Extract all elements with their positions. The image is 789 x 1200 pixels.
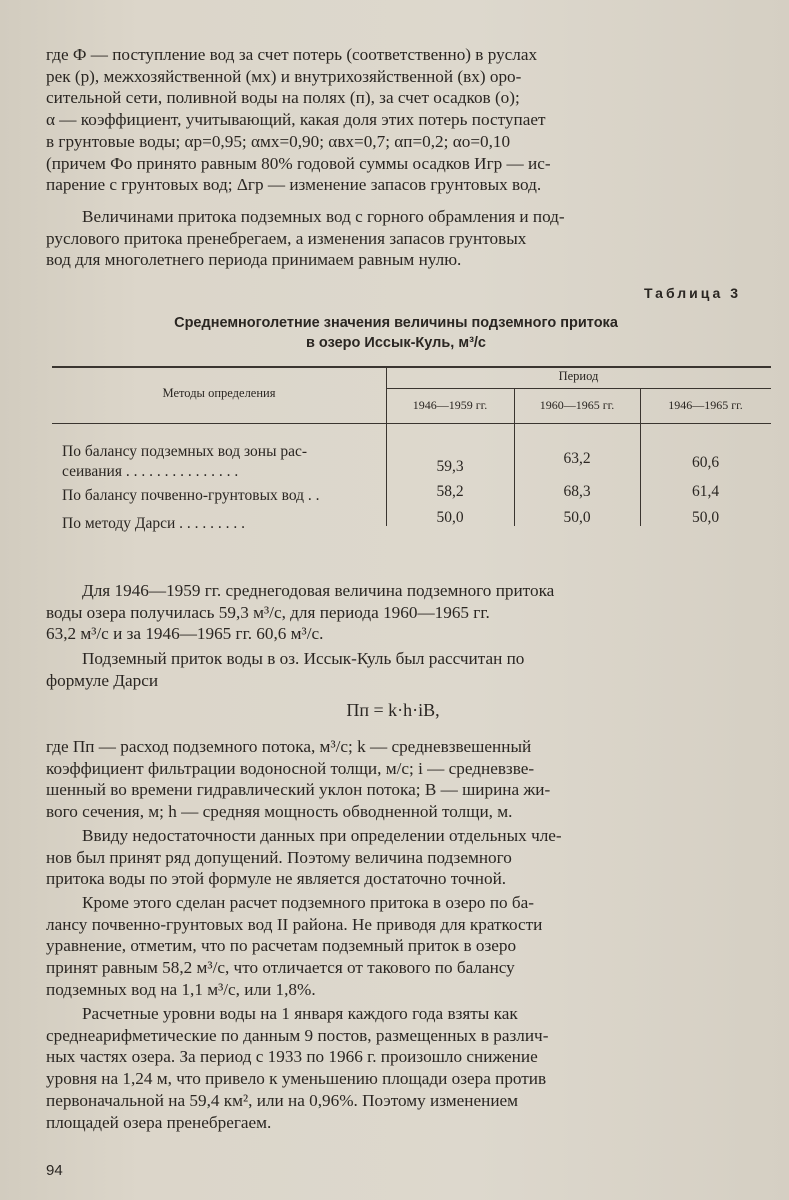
text-line: ных частях озера. За период с 1933 по 1966 г. произошло снижение [46,1047,538,1067]
cell-value: 50,0 [691,509,720,526]
cell-value: 50,0 [563,509,591,526]
paragraph-p3 [46,736,740,823]
text-line: где Ф — поступление вод за счет потерь (соответственно) в руслах [46,45,538,64]
table-rule-sub [386,388,771,389]
paragraph-p1 [46,580,740,645]
paragraph-p4 [46,825,740,890]
text-line: подземных вод на 1,1 м³/с, или 1,8%. [46,979,316,999]
text-line: принят равным 58,2 м³/с, что отличается от такового по балансу [46,958,515,978]
text-line: вого сечения, м; h — средняя мощность обводненной толщи, м. [46,802,513,822]
header-col-1946-1965: 1946—1965 гг. [668,398,743,412]
table-title [46,313,746,353]
cell-value: 68,3 [563,483,591,500]
cell-value: 50,0 [436,509,464,526]
text-line: воды озера получилась 59,3 м³/с, для периода 1960—1965 гг. [46,602,490,622]
text-line: (причем Фо принято равным 80% годовой суммы осадков Игр — ис- [46,153,551,173]
text-line: Подземный приток воды в оз. Иссык-Куль был рассчитан по [82,649,525,668]
text-line: руслового притока пренебрегаем, а изменения запасов грунтовых [46,228,527,248]
table-title-line: в озеро Иссык-Куль, м³/с [305,335,486,351]
table-rule-header [52,423,771,424]
text-line: Ввиду недостаточности данных при определении отдельных чле- [82,826,562,845]
row-method [62,442,402,482]
row-method-line: сеивания . . . . . . . . . . . . . . . [62,463,239,480]
text-line: рек (р), межхозяйственной (мх) и внутрихозяйственной (вх) оро- [46,66,522,86]
cell-value: 58,2 [436,483,464,500]
paragraph-p5 [46,892,740,1001]
text-line: шенный во времени гидравлический уклон потока; B — ширина жи- [46,780,551,800]
header-period: Период [558,369,599,383]
page-number: 94 [46,1162,63,1179]
table-number: Таблица 3 [643,285,741,301]
row-method: По методу Дарси . . . . . . . . . [62,515,246,532]
text-line: сительной сети, поливной воды на полях (п), за счет осадков (о); [46,88,520,108]
paragraph-p2 [46,648,740,691]
header-methods: Методы определения [162,386,276,400]
header-col-1960-1965: 1960—1965 гг. [539,398,615,412]
text-line: притока воды по этой формуле не является достаточно точной. [46,869,507,889]
text-line: Величинами притока подземных вод с горного обрамления и под- [82,207,565,226]
cell-value: 61,4 [691,483,720,500]
text-line: Для 1946—1959 гг. среднегодовая величина подземного притока [82,581,555,600]
text-line: парение с грунтовых вод; Δгр — изменение запасов грунтовых вод. [46,175,542,195]
paragraph-2 [46,206,740,271]
text-line: в грунтовые воды; αр=0,95; αмх=0,90; αвх=0,7; αп=0,2; αо=0,10 [46,131,511,151]
table-rule-top [52,366,771,368]
text-line: α — коэффициент, учитывающий, какая доля этих потерь поступает [46,110,546,130]
text-line: Кроме этого сделан расчет подземного притока в озеро по ба- [82,893,535,912]
text-line: лансу почвенно-грунтовых вод II района. Не приводя для краткости [46,914,543,934]
text-line: уровня на 1,24 м, что привело к уменьшению площади озера против [46,1069,547,1089]
text-line: первоначальной на 59,4 км², или на 0,96%. Поэтому изменением [46,1090,519,1110]
paragraph-p6 [46,1003,740,1133]
text-line: коэффициент фильтрации водоносной толщи, м/с; i — средневзве- [46,758,535,778]
table-title-line: Среднемноголетние значения величины подземного притока [174,315,618,331]
darcy-formula: Пп = k·h·iB, [346,700,440,720]
text-line: вод для многолетнего периода принимаем равным нулю. [46,250,462,270]
top-paragraph [46,44,740,196]
text-line: Расчетные уровни воды на 1 января каждого года взяты как [82,1004,518,1023]
cell-value: 63,2 [563,450,591,467]
text-line: нов был принят ряд допущений. Поэтому величина подземного [46,847,512,867]
header-col-1946-1959: 1946—1959 гг. [412,398,488,412]
text-line: уравнение, отметим, что по расчетам подземный приток в озеро [46,936,517,956]
cell-value: 59,3 [436,458,464,475]
row-method: По балансу почвенно-грунтовых вод . . [62,487,320,504]
row-method-line: По балансу подземных вод зоны рас- [62,443,308,460]
text-line: где Пп — расход подземного потока, м³/с; k — средневзвешенный [46,737,532,756]
text-line: 63,2 м³/с и за 1946—1965 гг. 60,6 м³/с. [46,624,324,644]
text-line: площадей озера пренебрегаем. [46,1112,272,1132]
text-line: формуле Дарси [46,670,159,690]
text-line: среднеарифметические по данным 9 постов, размещенных в различ- [46,1025,549,1045]
cell-value: 60,6 [691,454,720,471]
